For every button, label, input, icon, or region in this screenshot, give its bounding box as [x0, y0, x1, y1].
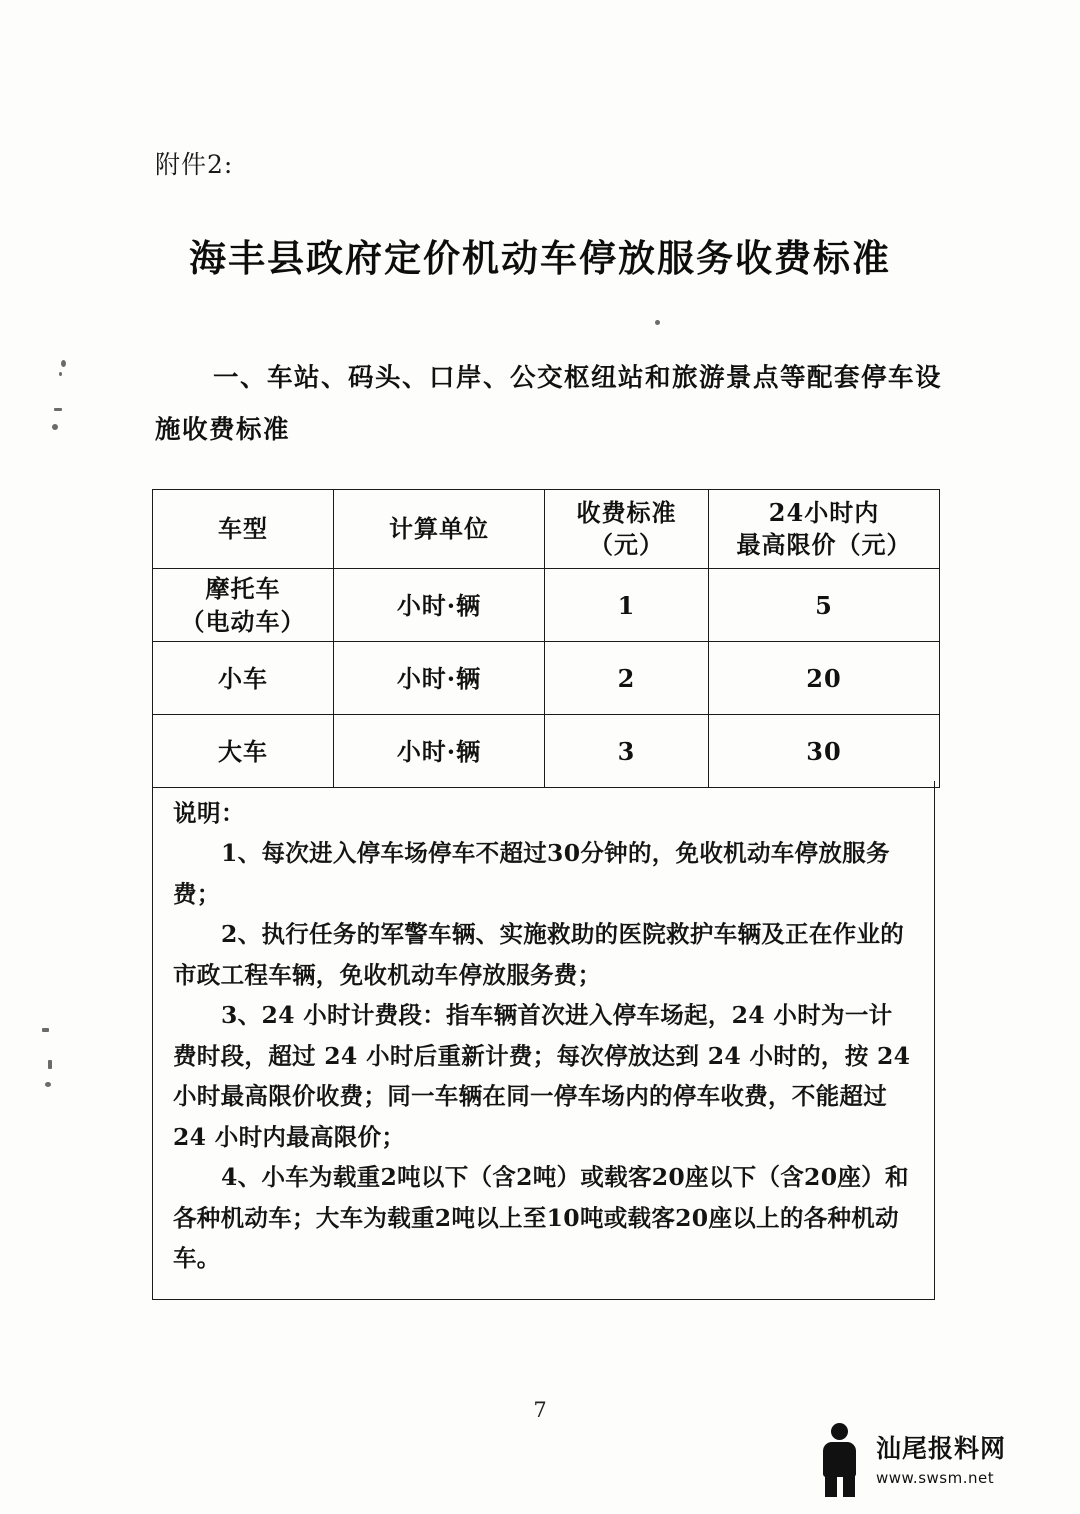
- table-header: [153, 490, 940, 569]
- cell-unit: 小时·辆: [334, 715, 545, 788]
- table-header-row: [153, 490, 940, 569]
- header-cap-line1: 24小时内: [768, 498, 880, 527]
- header-fee-line2: （元）: [589, 530, 664, 559]
- scan-speck: [48, 1060, 52, 1069]
- cell-cap: 30: [709, 715, 940, 788]
- note-item-4: 4、小车为载重2吨以下（含2吨）或载客20座以下（含20座）和各种机动车；大车为载重2吨以上至10吨或载客20座以上的各种机动车。: [173, 1163, 909, 1272]
- table-body: [153, 569, 940, 788]
- cell-fee: 2: [545, 642, 709, 715]
- cell-vehicle-type: 大车: [153, 715, 334, 788]
- header-fee: [545, 490, 709, 569]
- note-item-2: 2、执行任务的军警车辆、实施救助的医院救护车辆及正在作业的市政工程车辆，免收机动车停放服务费；: [173, 920, 905, 989]
- notes-title: 说明：: [173, 799, 245, 827]
- cell-vehicle-type: 小车: [153, 642, 334, 715]
- scan-speck: [655, 320, 660, 325]
- cell-fee: 1: [545, 569, 709, 642]
- header-fee-line1: 收费标准: [576, 498, 677, 527]
- header-vehicle-type: 车型: [153, 490, 334, 569]
- watermark-url: www.swsm.net: [876, 1469, 995, 1487]
- scan-speck: [45, 1082, 51, 1087]
- note-item-1: 1、每次进入停车场停车不超过30分钟的，免收机动车停放服务费；: [173, 839, 890, 908]
- notes-section: [152, 781, 935, 1300]
- scan-speck: [52, 424, 58, 430]
- watermark: [812, 1412, 1062, 1504]
- cell-vehicle-type: [153, 569, 334, 642]
- header-cap-line2: 最高限价（元）: [736, 530, 912, 559]
- scan-speck: [42, 1028, 49, 1032]
- attachment-label: 附件2:: [155, 150, 234, 179]
- person-icon: [812, 1419, 868, 1497]
- note-item-3: 3、24 小时计费段：指车辆首次进入停车场起，24 小时为一计费时段，超过 24 小时后重新计费；每次停放达到 24 小时的，按 24 小时最高限价收费；同一车辆在同一停车场内的停车收费，不能超过 24 小时内最高限价；: [173, 1001, 911, 1151]
- fee-table: [152, 489, 940, 788]
- watermark-main: 汕尾报料网: [876, 1434, 1007, 1463]
- header-daily-cap: [709, 490, 940, 569]
- header-unit: 计算单位: [334, 490, 545, 569]
- cell-unit: 小时·辆: [334, 569, 545, 642]
- table-row: [153, 569, 940, 642]
- section-heading: 一、车站、码头、口岸、公交枢纽站和旅游景点等配套停车设施收费标准: [155, 363, 943, 445]
- vehicle-type-line2: （电动车）: [180, 607, 306, 636]
- cell-cap: 20: [709, 642, 940, 715]
- vehicle-type-line1: 摩托车: [205, 574, 281, 603]
- scan-speck: [61, 360, 66, 367]
- page-number: 7: [533, 1398, 547, 1422]
- cell-unit: 小时·辆: [334, 642, 545, 715]
- scan-speck: [59, 372, 62, 376]
- cell-fee: 3: [545, 715, 709, 788]
- scan-speck: [54, 408, 62, 411]
- watermark-text: [876, 1429, 1006, 1487]
- table-row: [153, 715, 940, 788]
- page-title: 海丰县政府定价机动车停放服务收费标准: [189, 236, 891, 280]
- table-row: [153, 642, 940, 715]
- cell-cap: 5: [709, 569, 940, 642]
